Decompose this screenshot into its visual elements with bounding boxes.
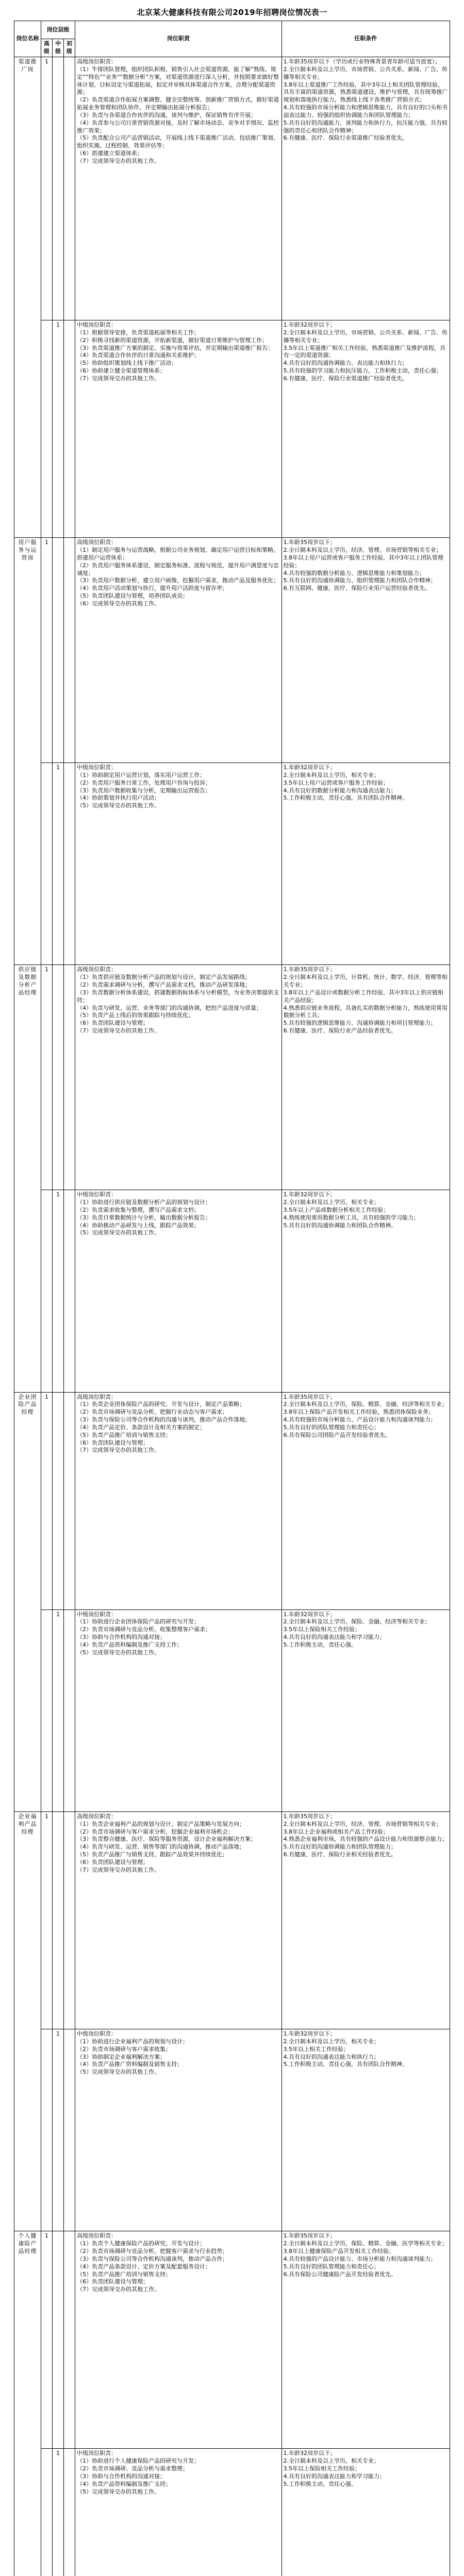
table-row [14,1811,450,2029]
header-duties: 岗位职责 [75,21,281,57]
requirements-cell: 1.年龄32周岁以下； 2.全日制本科及以上学历，保险、金融、经济等相关专业； 3.5年以上保险相关工作经验； 4.具有良好的沟通表达能力和学习能力； 5.工作积极主动，责任心强。 [281,1609,450,1811]
headcount-cell [64,1190,75,1392]
headcount-cell [64,1811,75,2029]
headcount-cell: 1 [53,2449,64,2576]
headcount-cell [41,1190,53,1392]
duties-cell: 中级岗位职责： （1）协助进行个人健康保险产品的研究与开发； （2）负责市场调研、竞品分析与需求整理； （3）协助与合作机构的沟通对接； （4）负责产品资料编制及推广支持； （5）完成领导交办的其他工作。 [75,2449,281,2576]
duties-cell: 高级岗位职责： （1）负责企业福利产品的规划与设计，制定产品策略与发展方向； （2）负责市场调研与客户需求分析，挖掘企业福利市场机会； （3）负责整合健康、医疗、保险等服务资源，设计企业福利解决方案； （4）负责与研发、运营、销售等部门的沟通协调，推动产品落地； （5）负责产品推广与销售支持，跟踪产品效果并持续优化； （6）负责团队建设与管理； （7）完成领导交办的其他工作。 [75,1811,281,2029]
headcount-cell [53,1811,64,2029]
headcount-cell [64,763,75,965]
header-level-junior: 初级 [64,39,75,57]
headcount-cell [64,57,75,320]
table-row [14,538,450,763]
requirements-cell: 1.年龄32周岁以下； 2.全日制本科及以上学历，相关专业； 3.5年以上产品或数据分析相关工作经验； 4.熟练使用常用数据分析工具，具有较强的学习能力； 5.具有良好的沟通协调能力和团队合作精神。 [281,1190,450,1392]
table-row [14,965,450,1190]
headcount-cell [64,1609,75,1811]
headcount-cell [53,1392,64,1609]
table-row [14,1609,450,1811]
headcount-cell [64,538,75,763]
headcount-cell: 1 [41,538,53,763]
headcount-cell: 1 [53,763,64,965]
position-name: 渠道推广岗 [14,57,41,538]
requirements-cell: 1.年龄35周岁以下； 2.全日制本科及以上学历，计算机、统计、数学、经济、管理等相关专业； 3.8年以上产品设计或数据分析工作经验，其中3年以上供应链相关产品经验； 4.熟悉供应链业务流程，具备扎实的数据分析能力，熟练使用常用数据分析工具； 5.具有较强的逻辑思维能力、沟通协调能力和项目管理能力； 6.有健康、医疗、保险行业产品经验者优先。 [281,965,450,1190]
headcount-cell: 1 [53,1190,64,1392]
table-row [14,1392,450,1609]
position-name: 企业团险产品经理 [14,1392,41,1811]
headcount-cell: 1 [41,1392,53,1609]
header-position: 岗位名称 [14,21,41,57]
headcount-cell [64,1392,75,1609]
duties-cell: 中级岗位职责： （1）协助进行企业福利产品的规划与设计； （2）负责市场调研与客户需求收集； （3）协助制定企业福利解决方案； （4）负责产品推广资料编制及销售支持； （5）完成领导交办的其他工作。 [75,2029,281,2231]
requirements-cell: 1.年龄35周岁以下； 2.全日制本科及以上学历，保险、精算、金融、经济等相关专业； 3.8年以上保险产品开发相关工作经验，熟悉团体保险业务； 4.具有较强的市场分析能力、产品设计能力和沟通谈判能力； 5.具有良好的团队管理能力和责任心； 6.具有保险公司团险产品开发经验者优先。 [281,1392,450,1609]
duties-cell: 中级岗位职责： （1）协助进行企业团体保险产品的研究与开发； （2）负责市场调研与竞品分析，收集整理客户需求； （3）协助与合作机构的沟通对接； （4）负责产品资料编制及推广支持工作； （5）完成领导交办的其他工作。 [75,1609,281,1811]
requirements-cell: 1.年龄35周岁以下； 2.全日制本科及以上学历，经济、管理、市场营销等相关专业； 3.8年以上企业福利或相关产品工作经验； 4.熟悉企业福利市场，具有较强的产品设计能力和资源整合能力； 5.具有良好的沟通协调能力和团队管理能力； 6.有健康、医疗、保险行业相关经验者优先。 [281,1811,450,2029]
headcount-cell [64,2231,75,2449]
duties-cell: 中级岗位职责： （1）协助制定用户运营计划，落实用户运营工作； （2）负责用户服务日常工作，处理用户咨询与投诉； （3）负责用户数据收集与分析，定期输出运营报告； （4）协助策划并执行用户活动； （5）完成领导交办的其他工作。 [75,763,281,965]
table-row [14,2449,450,2576]
position-name: 企业福利产品经理 [14,1811,41,2231]
headcount-cell [64,320,75,538]
headcount-cell [53,965,64,1190]
table-row [14,320,450,538]
headcount-cell [41,1609,53,1811]
position-name: 用户服务与运营岗 [14,538,41,965]
table-row [14,2029,450,2231]
headcount-cell: 1 [41,57,53,320]
headcount-cell [53,2231,64,2449]
requirements-cell: 1.年龄32周岁以下； 2.全日制本科及以上学历，相关专业； 3.5年以上用户运营或客户服务工作经验； 4.具有良好的数据分析能力和沟通表达能力； 5.工作积极主动，责任心强，具有团队合作精神。 [281,763,450,965]
headcount-cell: 1 [53,1609,64,1811]
duties-cell: 中级岗位职责： （1）协助进行供应链及数据分析产品的规划与设计； （2）负责需求收集与整理，撰写产品需求文档； （3）负责日常数据统计与分析，输出数据分析报告； （4）协助推动产品研发与上线，跟踪产品效果； （5）完成领导交办的其他工作。 [75,1190,281,1392]
headcount-cell: 1 [53,2029,64,2231]
header-level-high: 高级 [41,39,53,57]
duties-cell: 高级岗位职责： （1）负责个人健康保险产品的研究、开发与设计； （2）负责市场调研与竞品分析，把握客户需求与行业趋势； （3）负责与保险公司等合作机构沟通谈判，推动产品合作； （4）负责产品条款设计、定价方案及配套服务设计； （5）负责产品推广培训与销售支持； （6）负责团队建设与管理； （7）完成领导交办的其他工作。 [75,2231,281,2449]
headcount-cell [41,2449,53,2576]
headcount-cell: 1 [53,320,64,538]
position-name: 供应链及数据分析产品经理 [14,965,41,1392]
headcount-cell [53,538,64,763]
duties-cell: 高级岗位职责： （1）负责企业团体保险产品的研究、开发与设计，制定产品策略； （2）负责市场调研与竞品分析，把握行业动态与客户需求； （3）负责与保险公司等合作机构的沟通与谈判，推动产品合作落地； （4）负责产品定价、条款设计及相关方案的制定； （5）负责产品推广培训与销售支持； （6）负责团队建设与管理； （7）完成领导交办的其他工作。 [75,1392,281,1609]
requirements-cell: 1.年龄35周岁以下； 2.全日制本科及以上学历，保险、精算、金融、医学等相关专业； 3.8年以上健康保险产品开发相关工作经验； 4.具有较强的产品设计能力、市场分析能力和沟通谈判能力； 5.具有良好的团队管理能力和责任心； 6.具有保险公司健康险产品开发经验者优先。 [281,2231,450,2449]
headcount-cell [64,965,75,1190]
header-level: 岗位层级 [41,21,75,39]
table-row [14,2231,450,2449]
duties-cell: 中级岗位职责： （1）根据领导安排，负责渠道拓展等相关工作； （2）积极寻找新的渠道资源，开拓新渠道，做好渠道日常维护与管理工作； （3）负责渠道推广方案的制定、实施与效果评估，并定期输出渠道推广报告； （4）负责渠道合作伙伴的日常沟通和关系维护； （5）协助组织策划线上线下推广活动； （6）协助建立健全渠道管理体系； （7）完成领导交办的其他工作。 [75,320,281,538]
headcount-cell: 1 [41,1811,53,2029]
table-row [14,57,450,320]
headcount-cell [41,320,53,538]
requirements-cell: 1.年龄35周岁以下； 2.全日制本科及以上学历，经济、管理、市场营销等相关专业； 3.8年以上用户运营或客户服务工作经验，其中3年以上团队管理经验； 4.具有较强的数据分析能力、逻辑思维能力和策划能力； 5.具有良好的沟通协调能力、组织管理能力和团队合作精神； 6.有互联网、健康、医疗、保险行业用户运营经验者优先。 [281,538,450,763]
requirements-cell: 1.年龄32周岁以下； 2.全日制本科及以上学历，相关专业； 3.5年以上相关工作经验； 4.具有良好的沟通表达能力和执行力； 5.工作积极主动，责任心强，具有团队合作精神。 [281,2029,450,2231]
headcount-cell: 1 [41,2231,53,2449]
headcount-cell: 1 [41,965,53,1190]
table-body [14,57,450,2576]
recruitment-table [14,21,450,2576]
requirements-cell: 1.年龄35周岁以下（学历或行业特殊背景者年龄可适当放宽）； 2.全日制本科及以上学历，市场营销、公共关系、新闻、广告、传播等相关专业； 3.8年以上渠道推广工作经验，其中3年以上相关团队管理经验，具有丰富的渠道资源，熟悉渠道建设、维护与管理，具有统筹推广规划和落地执行能力，熟悉线上线下各类推广营销方式； 4.具有较强的市场分析能力和逻辑思维能力，具有良好的口头和书面表达能力、较强的组织协调能力和团队管理能力； 5.具有良好的沟通能力、谈判能力和执行力，抗压能力强，具有较强的责任心和团队合作精神； 6.有健康、医疗、保险行业渠道推广经验者优先。 [281,57,450,320]
header-requirements: 任职条件 [281,21,450,57]
duties-cell: 高级岗位职责： （1）牛排团队管理，组织团队积极，销售引入社会渠道资源，能了解“熟练、规定”“特色”“业务”“数据分析”方案，对渠道资源进行深入分析，并按照要求做好整体计划、目标设定与渠道拓展，拟定并审核具体渠道合作方案，合理分配渠道资源； （2）负责渠道合作拓展方案调整、健全完整统筹、创新推广营销方式，做好渠道拓展业务管理和团队协作，并定期输出拓展分析报告； （3）负责与各渠道合作伙伴的沟通，谈判与维护，保证销售有序开展； （4）负责参与公司日常营销资源对接，及时了解市场动态、竞争对手情况、监控推广效果； （5）负责配合公司产品营销活动，开展线上线下渠道推广活动，包括推广策划、组织实施、过程控制、效果评估等； （6）搭建建立渠道体系； （7）完成领导交办的其他工作。 [75,57,281,320]
header-row-1 [14,21,450,39]
headcount-cell [64,2449,75,2576]
document-title: 北京某大健康科技有限公司2019年招聘岗位情况表一 [137,8,327,17]
table-row [14,763,450,965]
headcount-cell [41,2029,53,2231]
table-row [14,1190,450,1392]
duties-cell: 高级岗位职责： （1）负责供应链及数据分析产品的规划与设计，制定产品发展路线； （2）负责需求调研与分析，撰写产品需求文档，推动产品研发落地； （3）负责数据分析体系建设，搭建数据指标体系与分析模型，为业务决策提供支持； （4）负责与研发、运营、业务等部门的沟通协调，把控产品进度与质量； （5）负责产品上线后的效果跟踪与持续优化； （6）负责团队建设与管理； （7）完成领导交办的其他工作。 [75,965,281,1190]
requirements-cell: 1.年龄32周岁以下； 2.全日制本科及以上学历，相关专业； 3.5年以上保险相关工作经验； 4.具有良好的沟通表达能力和学习能力； 5.工作积极主动，责任心强。 [281,2449,450,2576]
headcount-cell [64,2029,75,2231]
requirements-cell: 1.年龄32周岁以下； 2.全日制本科及以上学历，市场营销、公共关系、新闻、广告、传播等相关专业； 3.5年以上渠道推广相关工作经验，熟悉渠道推广及维护流程，具有一定的渠道资源； 4.具有良好的沟通协调能力、表达能力和执行力； 5.具有较强的学习能力和抗压能力，工作积极主动，责任心强； 6.有健康、医疗、保险行业渠道推广经验者优先。 [281,320,450,538]
headcount-cell [53,57,64,320]
headcount-cell [41,763,53,965]
position-name: 个人健康险产品经理 [14,2231,41,2576]
duties-cell: 高级岗位职责： （1）制定用户服务与运营战略，根据公司业务规划，确定用户运营目标和策略，搭建用户运营体系； （2）负责用户服务体系建设，制定服务标准、流程与规范，提升用户满意度与忠诚度； （3）负责用户数据分析，建立用户画像，挖掘用户需求，推动产品及服务优化； （4）负责用户活动策划与执行，提升用户活跃度与留存率； （5）负责团队建设与管理，培养团队成员； （6）完成领导交办的其他工作。 [75,538,281,763]
header-level-mid: 中级 [53,39,64,57]
